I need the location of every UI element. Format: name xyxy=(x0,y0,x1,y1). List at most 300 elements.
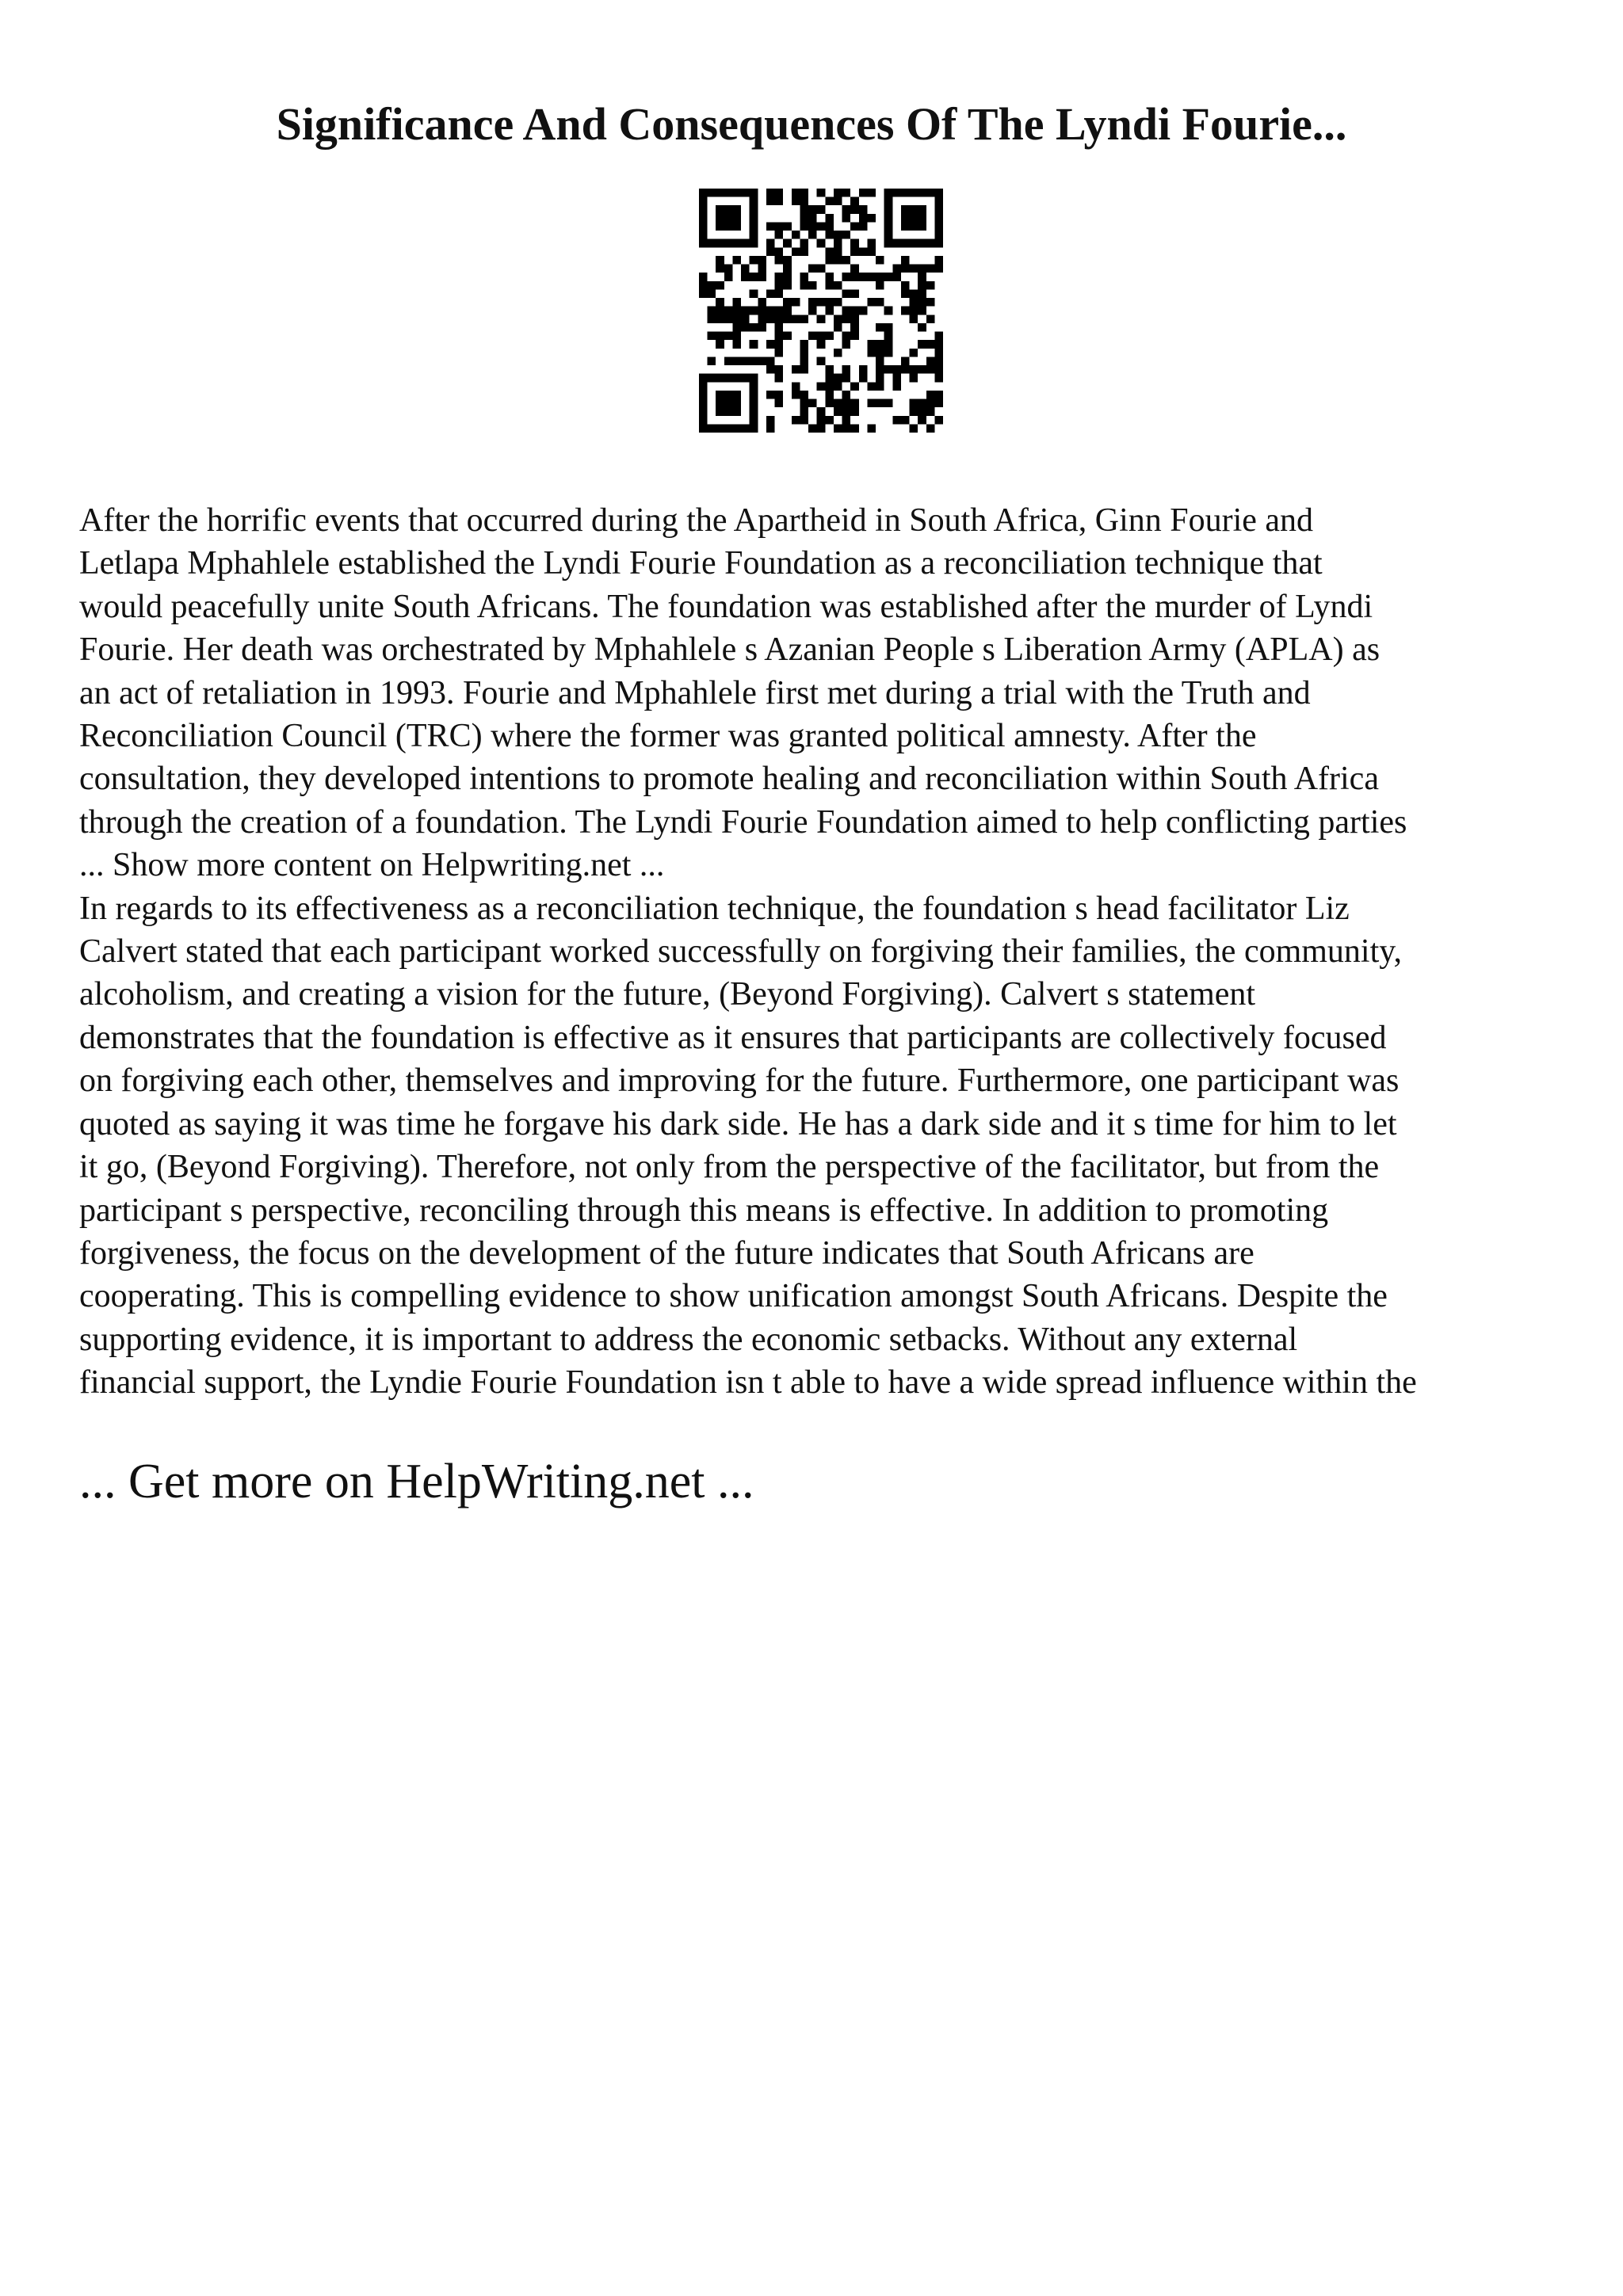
qr-module xyxy=(850,289,859,298)
qr-module xyxy=(775,189,784,197)
qr-module xyxy=(766,424,775,433)
qr-module xyxy=(750,391,758,399)
qr-module xyxy=(834,239,842,248)
qr-module xyxy=(884,205,893,214)
qr-module xyxy=(732,239,741,248)
qr-module xyxy=(732,256,741,265)
qr-module xyxy=(817,239,826,248)
qr-module xyxy=(901,222,910,231)
qr-module xyxy=(808,298,817,307)
qr-module xyxy=(817,407,826,416)
qr-module xyxy=(724,273,733,281)
qr-module xyxy=(750,399,758,408)
qr-module xyxy=(934,231,943,239)
qr-module xyxy=(766,247,775,256)
qr-module xyxy=(708,315,716,323)
qr-module xyxy=(750,205,758,214)
qr-module xyxy=(724,265,733,273)
qr-module xyxy=(708,239,716,248)
qr-module xyxy=(800,197,808,206)
qr-module xyxy=(876,399,884,408)
qr-module xyxy=(750,323,758,332)
qr-module xyxy=(884,189,893,197)
qr-module xyxy=(876,281,884,290)
qr-module xyxy=(934,349,943,357)
qr-module xyxy=(716,315,724,323)
qr-module xyxy=(850,265,859,273)
qr-module xyxy=(783,315,792,323)
qr-module xyxy=(699,214,708,223)
show-more-link[interactable]: ... Show more content on Helpwriting.net ... xyxy=(79,847,665,884)
qr-module xyxy=(808,222,817,231)
qr-module xyxy=(850,222,859,231)
qr-module xyxy=(834,197,842,206)
body-paragraph-1: After the horrific events that occurred during the Apartheid in South Africa, Ginn Fourie and Letlapa Mphahlele established the Lyndi Fourie Foundation as a reconciliation technique that would peacefully unite South Africans. The foundation was established after the murder of Lyndi Fourie. Her death was orchestrated by Mphahlele s Azanian People s Liberation Army (APLA) as an act of retaliation in 1993. Fourie and Mphahlele first met during a trial with the Truth and Reconciliation Council (TRC) where the former was granted political amnesty. After the consultation, they developed intentions to promote healing and reconciliation within South Africa through the creation of a foundation. The Lyndi Fourie Foundation aimed to help conflicting parties xyxy=(79,502,1407,841)
qr-module xyxy=(741,239,750,248)
qr-module xyxy=(800,205,808,214)
qr-module xyxy=(901,239,910,248)
qr-module xyxy=(825,247,834,256)
qr-module xyxy=(817,205,826,214)
qr-module xyxy=(817,222,826,231)
qr-module xyxy=(817,265,826,273)
qr-module xyxy=(825,197,834,206)
qr-module xyxy=(859,205,868,214)
qr-module xyxy=(699,231,708,239)
qr-module xyxy=(834,256,842,265)
qr-module xyxy=(775,374,784,383)
qr-module xyxy=(724,374,733,383)
qr-module xyxy=(766,307,775,315)
qr-module xyxy=(800,391,808,399)
qr-module xyxy=(808,205,817,214)
qr-module xyxy=(901,289,910,298)
qr-module xyxy=(926,399,935,408)
qr-module xyxy=(926,357,935,365)
qr-module xyxy=(910,189,918,197)
qr-module xyxy=(910,298,918,307)
qr-module xyxy=(934,374,943,383)
qr-module xyxy=(750,273,758,281)
qr-module xyxy=(842,307,851,315)
qr-module xyxy=(808,332,817,341)
qr-module xyxy=(901,365,910,374)
qr-module xyxy=(699,424,708,433)
qr-module xyxy=(859,189,868,197)
qr-module xyxy=(775,332,784,341)
qr-module xyxy=(876,374,884,383)
qr-module xyxy=(867,382,876,391)
qr-module xyxy=(732,424,741,433)
qr-module xyxy=(867,349,876,357)
qr-module xyxy=(910,265,918,273)
qr-module xyxy=(800,281,808,290)
qr-module xyxy=(825,382,834,391)
qr-module xyxy=(741,307,750,315)
qr-module xyxy=(792,197,800,206)
qr-module xyxy=(934,197,943,206)
qr-module xyxy=(934,340,943,349)
qr-module xyxy=(750,374,758,383)
qr-module xyxy=(758,256,766,265)
qr-module xyxy=(918,265,926,273)
qr-module xyxy=(834,298,842,307)
qr-module xyxy=(817,382,826,391)
qr-module xyxy=(775,315,784,323)
qr-module xyxy=(892,382,901,391)
qr-module xyxy=(910,315,918,323)
qr-module xyxy=(716,189,724,197)
qr-module xyxy=(892,365,901,374)
qr-module xyxy=(800,340,808,349)
qr-module xyxy=(783,273,792,281)
qr-module xyxy=(750,197,758,206)
qr-module xyxy=(876,365,884,374)
qr-module xyxy=(732,374,741,383)
qr-module xyxy=(741,315,750,323)
qr-module xyxy=(732,391,741,399)
qr-module xyxy=(817,416,826,425)
qr-module xyxy=(783,239,792,248)
qr-module xyxy=(758,273,766,281)
qr-module xyxy=(817,189,826,197)
qr-module xyxy=(918,307,926,315)
qr-module xyxy=(842,374,851,383)
qr-module xyxy=(783,222,792,231)
qr-module xyxy=(724,391,733,399)
qr-module xyxy=(699,407,708,416)
qr-module xyxy=(850,273,859,281)
qr-module xyxy=(792,391,800,399)
qr-module xyxy=(699,391,708,399)
qr-module xyxy=(918,416,926,425)
qr-module xyxy=(741,357,750,365)
qr-module xyxy=(910,424,918,433)
qr-module xyxy=(901,357,910,365)
qr-module xyxy=(750,382,758,391)
qr-module xyxy=(934,205,943,214)
qr-module xyxy=(884,307,893,315)
qr-module xyxy=(783,281,792,290)
qr-module xyxy=(901,307,910,315)
qr-module xyxy=(825,365,834,374)
qr-module xyxy=(859,374,868,383)
qr-module xyxy=(910,407,918,416)
qr-module xyxy=(800,357,808,365)
qr-module xyxy=(850,424,859,433)
qr-module xyxy=(825,273,834,281)
qr-module xyxy=(834,374,842,383)
qr-module xyxy=(884,273,893,281)
get-more-link[interactable]: ... Get more on HelpWriting.net ... xyxy=(79,1455,754,1508)
qr-module xyxy=(876,273,884,281)
qr-module xyxy=(699,382,708,391)
qr-module xyxy=(901,281,910,290)
qr-module xyxy=(758,323,766,332)
qr-module xyxy=(884,349,893,357)
qr-module xyxy=(775,289,784,298)
qr-module xyxy=(910,205,918,214)
qr-module xyxy=(708,424,716,433)
qr-module xyxy=(825,231,834,239)
qr-module xyxy=(750,239,758,248)
qr-module xyxy=(732,315,741,323)
qr-module xyxy=(884,231,893,239)
qr-module xyxy=(918,273,926,281)
qr-module xyxy=(792,247,800,256)
qr-module xyxy=(708,281,716,290)
qr-module xyxy=(918,399,926,408)
qr-module xyxy=(800,239,808,248)
qr-module xyxy=(732,222,741,231)
qr-module xyxy=(834,231,842,239)
qr-module xyxy=(750,222,758,231)
qr-module xyxy=(910,289,918,298)
qr-module xyxy=(884,365,893,374)
qr-module xyxy=(775,256,784,265)
qr-module xyxy=(884,332,893,341)
qr-module xyxy=(783,298,792,307)
qr-module xyxy=(732,189,741,197)
qr-module xyxy=(708,332,716,341)
qr-module xyxy=(825,281,834,290)
qr-module xyxy=(910,239,918,248)
qr-module xyxy=(934,214,943,223)
qr-module xyxy=(884,340,893,349)
qr-module xyxy=(926,189,935,197)
qr-module xyxy=(766,416,775,425)
qr-module xyxy=(741,323,750,332)
qr-module xyxy=(775,247,784,256)
qr-module xyxy=(918,323,926,332)
qr-module xyxy=(716,374,724,383)
qr-module xyxy=(750,214,758,223)
qr-module xyxy=(926,239,935,248)
qr-module xyxy=(926,424,935,433)
qr-module xyxy=(934,391,943,399)
qr-module xyxy=(808,399,817,408)
qr-module xyxy=(867,399,876,408)
qr-module xyxy=(842,416,851,425)
qr-module xyxy=(867,189,876,197)
qr-module xyxy=(775,231,784,239)
qr-module xyxy=(817,298,826,307)
qr-module xyxy=(800,189,808,197)
qr-module xyxy=(834,399,842,408)
qr-module xyxy=(926,340,935,349)
qr-module xyxy=(859,273,868,281)
qr-module xyxy=(792,231,800,239)
qr-module xyxy=(918,289,926,298)
document-body xyxy=(79,499,1569,1405)
qr-module xyxy=(783,256,792,265)
qr-module xyxy=(834,424,842,433)
qr-module xyxy=(699,289,708,298)
qr-module xyxy=(892,239,901,248)
qr-module xyxy=(892,374,901,383)
qr-module xyxy=(750,189,758,197)
qr-module xyxy=(884,399,893,408)
qr-module xyxy=(825,399,834,408)
qr-module xyxy=(926,298,935,307)
qr-module xyxy=(766,340,775,349)
qr-module xyxy=(850,197,859,206)
qr-module xyxy=(817,332,826,341)
qr-module xyxy=(842,407,851,416)
qr-module xyxy=(867,247,876,256)
qr-module xyxy=(850,239,859,248)
qr-module xyxy=(910,374,918,383)
qr-module xyxy=(918,214,926,223)
qr-module xyxy=(926,407,935,416)
qr-module xyxy=(750,407,758,416)
qr-module xyxy=(699,399,708,408)
qr-module xyxy=(918,340,926,349)
qr-module xyxy=(884,222,893,231)
qr-module xyxy=(732,332,741,341)
qr-module xyxy=(892,265,901,273)
qr-module xyxy=(876,382,884,391)
qr-module xyxy=(716,298,724,307)
qr-module xyxy=(716,307,724,315)
qr-module xyxy=(850,332,859,341)
qr-module xyxy=(817,357,826,365)
qr-module xyxy=(934,239,943,248)
qr-module xyxy=(910,365,918,374)
qr-module xyxy=(766,197,775,206)
qr-module xyxy=(850,315,859,323)
qr-module xyxy=(918,205,926,214)
qr-module xyxy=(716,399,724,408)
qr-module xyxy=(817,424,826,433)
qr-module xyxy=(775,349,784,357)
qr-module xyxy=(910,214,918,223)
qr-module xyxy=(918,298,926,307)
qr-module xyxy=(775,399,784,408)
qr-module xyxy=(825,332,834,341)
qr-module xyxy=(850,323,859,332)
qr-module xyxy=(876,340,884,349)
qr-module xyxy=(850,307,859,315)
qr-module xyxy=(884,323,893,332)
qr-module xyxy=(741,265,750,273)
qr-module xyxy=(766,239,775,248)
qr-module xyxy=(758,315,766,323)
qr-module xyxy=(758,265,766,273)
qr-module xyxy=(716,205,724,214)
qr-module xyxy=(775,281,784,290)
qr-module xyxy=(834,349,842,357)
qr-module xyxy=(724,357,733,365)
qr-module xyxy=(766,189,775,197)
qr-module xyxy=(901,265,910,273)
qr-module xyxy=(724,424,733,433)
qr-module xyxy=(834,382,842,391)
qr-module xyxy=(792,416,800,425)
qr-module xyxy=(758,298,766,307)
qr-module xyxy=(724,307,733,315)
qr-module xyxy=(732,407,741,416)
qr-module xyxy=(741,273,750,281)
body-paragraph-2: In regards to its effectiveness as a reconciliation technique, the foundation s head facilitator Liz Calvert stated that each participant worked successfully on forgiving their families, the community, alcoholism, and creating a vision for the future, (Beyond Forgiving). Calvert s statement demonstrates that the foundation is effective as it ensures that participants are collectively focused on forgiving each other, themselves and improving for the future. Furthermore, one participant was quoted as saying it was time he forgave his dark side. He has a dark side and it s time for him to let it go, (Beyond Forgiving). Therefore, not only from the perspective of the facilitator, but from the participant s perspective, reconciling through this means is effective. In addition to promoting forgiveness, the focus on the development of the future indicates that South Africans are cooperating. This is compelling evidence to show unification amongst South Africans. Despite the supporting evidence, it is important to address the economic setbacks. Without any external financial support, the Lyndie Fourie Foundation isn t able to have a wide spread influence within the xyxy=(79,890,1417,1402)
qr-module xyxy=(775,273,784,281)
qr-module xyxy=(800,222,808,231)
qr-code-graphic xyxy=(699,189,943,433)
qr-module xyxy=(918,222,926,231)
qr-module xyxy=(926,265,935,273)
qr-module xyxy=(732,399,741,408)
qr-module xyxy=(699,239,708,248)
qr-module xyxy=(842,365,851,374)
qr-module xyxy=(859,365,868,374)
qr-module xyxy=(724,407,733,416)
qr-code-icon[interactable] xyxy=(699,189,943,433)
qr-module xyxy=(732,214,741,223)
qr-module xyxy=(716,407,724,416)
qr-module xyxy=(884,214,893,223)
qr-module xyxy=(783,332,792,341)
qr-module xyxy=(741,374,750,383)
qr-module xyxy=(867,340,876,349)
qr-module xyxy=(934,256,943,265)
qr-module xyxy=(766,365,775,374)
qr-module xyxy=(724,205,733,214)
qr-module xyxy=(825,256,834,265)
qr-module xyxy=(775,340,784,349)
qr-module xyxy=(800,273,808,281)
qr-module xyxy=(934,357,943,365)
qr-module xyxy=(775,365,784,374)
qr-module xyxy=(808,281,817,290)
qr-module xyxy=(732,205,741,214)
qr-module xyxy=(808,307,817,315)
qr-module xyxy=(750,289,758,298)
qr-module xyxy=(901,256,910,265)
qr-module xyxy=(732,298,741,307)
qr-module xyxy=(716,256,724,265)
qr-module xyxy=(800,315,808,323)
qr-module xyxy=(850,407,859,416)
qr-module xyxy=(758,357,766,365)
qr-module xyxy=(800,247,808,256)
qr-module xyxy=(766,222,775,231)
qr-module xyxy=(859,214,868,223)
qr-module xyxy=(876,357,884,365)
qr-module xyxy=(842,332,851,341)
qr-module xyxy=(699,281,708,290)
qr-module xyxy=(750,307,758,315)
qr-module xyxy=(892,273,901,281)
qr-module xyxy=(825,374,834,383)
qr-module xyxy=(884,197,893,206)
qr-module xyxy=(716,340,724,349)
qr-module xyxy=(817,340,826,349)
qr-module xyxy=(775,307,784,315)
qr-module xyxy=(926,365,935,374)
qr-module xyxy=(867,239,876,248)
qr-module xyxy=(842,391,851,399)
qr-module xyxy=(918,365,926,374)
qr-module xyxy=(808,424,817,433)
qr-module xyxy=(750,340,758,349)
qr-module xyxy=(708,289,716,298)
qr-module xyxy=(800,349,808,357)
qr-module xyxy=(708,357,716,365)
qr-module xyxy=(716,391,724,399)
qr-module xyxy=(724,399,733,408)
qr-module xyxy=(792,382,800,391)
qr-module xyxy=(867,214,876,223)
